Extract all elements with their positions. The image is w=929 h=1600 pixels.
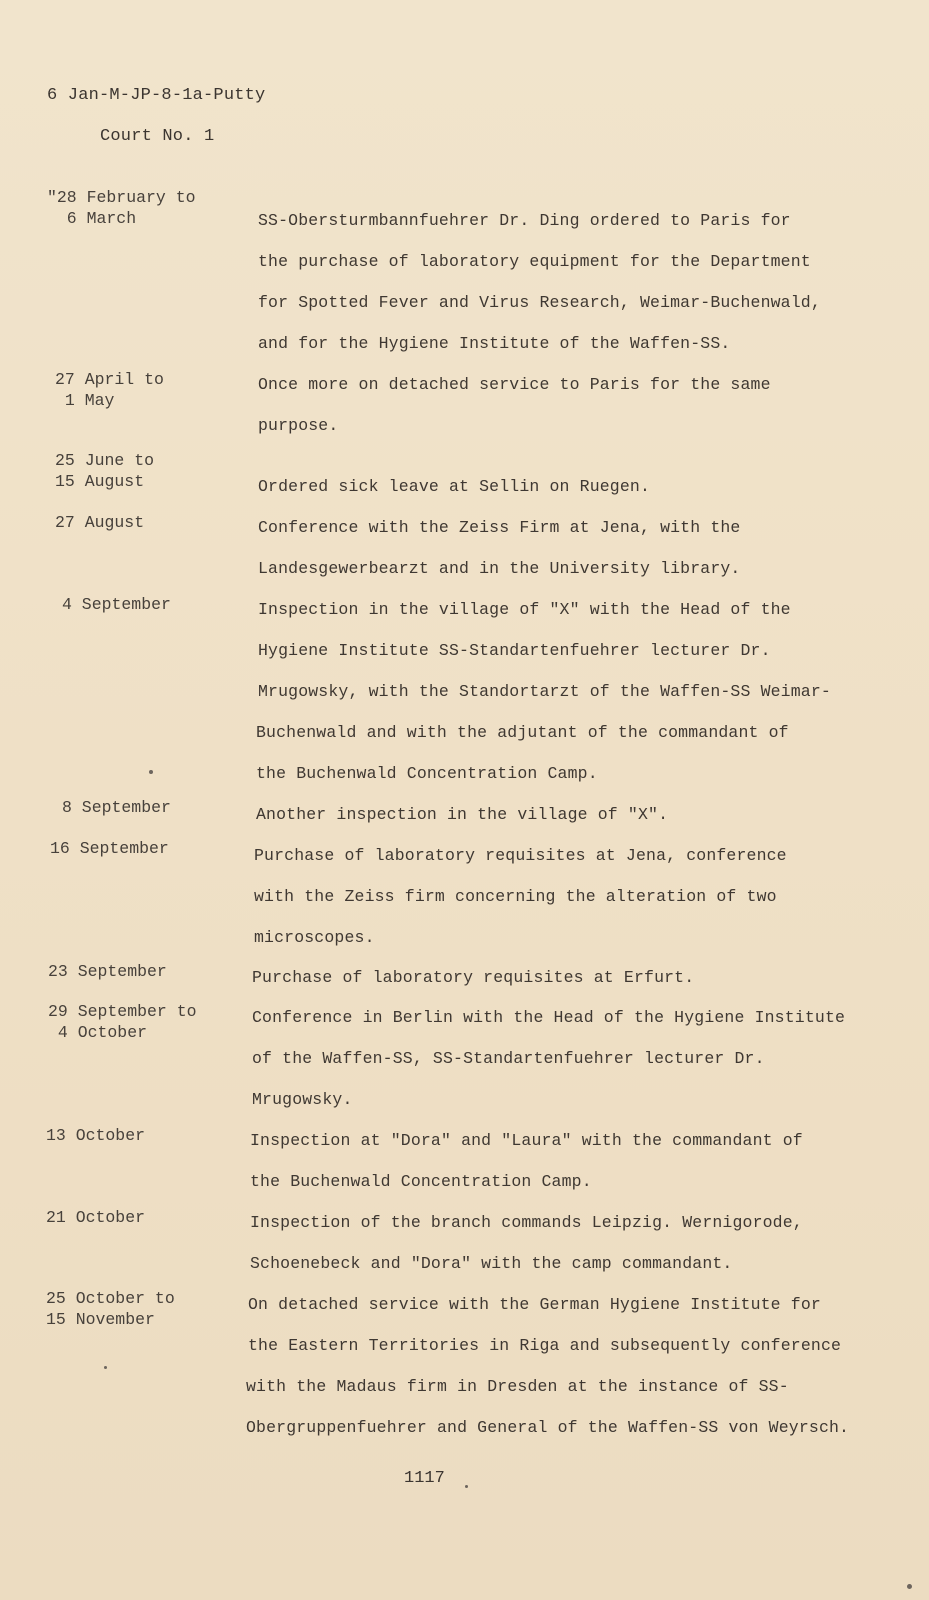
entry-text-line: Purchase of laboratory requisites at Erfurt. [252,968,695,987]
entry-text-line: purpose. [258,416,339,435]
entry-text-line: microscopes. [254,928,375,947]
paper-speck [465,1485,468,1488]
entry-text-line: Ordered sick leave at Sellin on Ruegen. [258,477,651,496]
entry-text-line: SS-Obersturmbannfuehrer Dr. Ding ordered to Paris for [258,211,791,230]
entry-text-line: Conference in Berlin with the Head of the Hygiene Institute [252,1008,846,1027]
entry-date: 16 September [50,839,169,858]
entry-date: 23 September [48,962,167,981]
entry-date: 29 September to 4 October [48,1002,197,1042]
entry-text-line: Conference with the Zeiss Firm at Jena, with the [258,518,741,537]
entry-text-line: Obergruppenfuehrer and General of the Waffen-SS von Weyrsch. [246,1418,850,1437]
entry-date: 4 September [62,595,171,614]
paper-speck [104,1366,107,1369]
entry-text-line: Mrugowsky. [252,1090,353,1109]
entry-text-line: Schoenebeck and "Dora" with the camp commandant. [250,1254,733,1273]
paper-speck [907,1584,912,1589]
court-number: Court No. 1 [100,127,215,146]
entry-text-line: Hygiene Institute SS-Standartenfuehrer lecturer Dr. [258,641,771,660]
entry-text-line: Inspection at "Dora" and "Laura" with the commandant of [250,1131,803,1150]
entry-text-line: and for the Hygiene Institute of the Waffen-SS. [258,334,731,353]
entry-text-line: for Spotted Fever and Virus Research, Weimar-Buchenwald, [258,293,821,312]
entry-text-line: with the Zeiss firm concerning the alteration of two [254,887,777,906]
paper-speck [149,770,153,774]
entry-text-line: Purchase of laboratory requisites at Jena, conference [254,846,787,865]
document-reference: 6 Jan-M-JP-8-1a-Putty [47,86,266,105]
entry-text-line: the purchase of laboratory equipment for the Department [258,252,811,271]
entry-text-line: the Eastern Territories in Riga and subsequently conference [248,1336,842,1355]
entry-text-line: Inspection in the village of "X" with the Head of the [258,600,791,619]
entry-date: 27 April to 1 May [55,370,164,410]
entry-text-line: the Buchenwald Concentration Camp. [256,764,598,783]
entry-text-line: Once more on detached service to Paris for the same [258,375,771,394]
entry-text-line: Inspection of the branch commands Leipzig. Wernigorode, [250,1213,803,1232]
entry-text-line: Another inspection in the village of "X". [256,805,669,824]
entry-text-line: On detached service with the German Hygiene Institute for [248,1295,821,1314]
entry-date: 25 October to 15 November [46,1289,175,1329]
entry-date: 13 October [46,1126,146,1145]
entry-text-line: Buchenwald and with the adjutant of the commandant of [256,723,789,742]
entry-date: 21 October [46,1208,146,1227]
entry-date: 27 August [55,513,145,532]
entry-text-line: Mrugowsky, with the Standortarzt of the Waffen-SS Weimar- [258,682,831,701]
entry-text-line: Landesgewerbearzt and in the University library. [258,559,741,578]
entry-text-line: of the Waffen-SS, SS-Standartenfuehrer lecturer Dr. [252,1049,765,1068]
entry-date: "28 February to 6 March [47,188,196,228]
entry-text-line: with the Madaus firm in Dresden at the instance of SS- [246,1377,789,1396]
page-number: 1117 [404,1469,445,1488]
entry-text-line: the Buchenwald Concentration Camp. [250,1172,592,1191]
entry-date: 25 June to 15 August [55,451,155,491]
entry-date: 8 September [62,798,171,817]
